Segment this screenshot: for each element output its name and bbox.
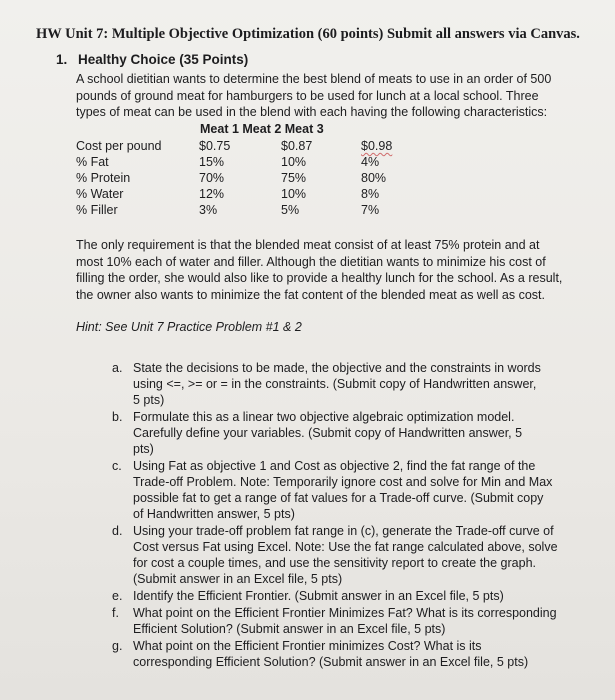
cell-meat2: $0.87: [281, 139, 313, 153]
part-letter: d.: [112, 524, 123, 538]
cell-meat1: 12%: [199, 187, 225, 201]
question-heading: [56, 52, 248, 67]
paragraph-line: The only requirement is that the blended meat consist of at least 75% protein and at: [76, 238, 540, 252]
cell-meat3: 7%: [361, 203, 380, 217]
part-letter: e.: [112, 589, 123, 603]
part-line: Formulate this as a linear two objective algebraic optimization model.: [133, 410, 515, 424]
cell-meat2: 5%: [281, 203, 300, 217]
part-letter: b.: [112, 410, 123, 424]
cell-meat3: 80%: [361, 171, 387, 185]
cell-meat1: 3%: [199, 203, 218, 217]
sub-question-e: [112, 588, 582, 604]
part-line: Efficient Solution? (Submit answer in an Excel file, 5 pts): [133, 622, 446, 636]
cell-meat2: 10%: [281, 155, 307, 169]
part-letter: a.: [112, 361, 123, 375]
intro-line: pounds of ground meat for hamburgers to be used for lunch at a local school. Three: [76, 88, 539, 103]
requirements-paragraph: [76, 237, 576, 303]
cell-meat3: $0.98: [361, 139, 393, 153]
part-line: Identify the Efficient Frontier. (Submit answer in an Excel file, 5 pts): [133, 589, 504, 603]
table-header: Meat 1 Meat 2 Meat 3: [200, 122, 324, 136]
paragraph-line: filling the order, she would also like to provide a healthy lunch for the school. As a result,: [76, 271, 563, 285]
part-line: possible fat to get a range of fat values for a Trade-off curve. (Submit copy: [133, 491, 544, 505]
sub-question-d: [112, 523, 582, 587]
sub-question-c: [112, 458, 582, 522]
part-line: Using Fat as objective 1 and Cost as objective 2, find the fat range of the: [133, 459, 536, 473]
part-line: 5 pts): [133, 393, 165, 407]
page-title: HW Unit 7: Multiple Objective Optimization (60 points) Submit all answers via Canvas.: [36, 26, 580, 42]
sub-question-g: [112, 638, 582, 670]
sub-questions: [112, 360, 582, 671]
part-line: What point on the Efficient Frontier Minimizes Fat? What is its corresponding: [133, 606, 557, 620]
intro-line: A school dietitian wants to determine the best blend of meats to use in an order of 500: [76, 72, 552, 86]
paragraph-line: the owner also wants to minimize the fat content of the blended meat as well as cost.: [76, 287, 546, 302]
cell-meat3: 8%: [361, 187, 380, 201]
cell-meat2: 10%: [281, 187, 307, 201]
part-line: What point on the Efficient Frontier minimizes Cost? What is its: [133, 639, 482, 653]
row-label: % Filler: [76, 203, 118, 217]
sub-question-a: [112, 360, 582, 408]
part-letter: c.: [112, 459, 122, 473]
cell-meat1: 15%: [199, 155, 225, 169]
part-line: of Handwritten answer, 5 pts): [133, 507, 295, 521]
part-line: pts): [133, 442, 154, 456]
part-line: Carefully define your variables. (Submit copy of Handwritten answer, 5: [133, 426, 523, 440]
paragraph-line: most 10% each of water and filler. Although the dietitian wants to minimize his cost of: [76, 254, 546, 269]
row-label: Cost per pound: [76, 139, 162, 153]
row-label: % Water: [76, 187, 124, 201]
sub-question-f: [112, 605, 582, 637]
part-line: using <=, >= or = in the constraints. (Submit copy of Handwritten answer,: [133, 377, 537, 391]
question-number: 1.: [56, 52, 68, 67]
part-line: corresponding Efficient Solution? (Submit answer in an Excel file, 5 pts): [133, 655, 529, 669]
part-line: Trade-off Problem. Note: Temporarily ignore cost and solve for Min and Max: [133, 475, 553, 489]
cell-meat1: 70%: [199, 171, 225, 185]
cell-meat3: 4%: [361, 155, 380, 169]
cell-meat2: 75%: [281, 171, 307, 185]
part-line: State the decisions to be made, the objective and the constraints in words: [133, 361, 541, 375]
part-line: for cost a couple times, and use the sensitivity report to create the graph.: [133, 556, 536, 570]
part-line: Using your trade-off problem fat range in (c), generate the Trade-off curve of: [133, 524, 554, 538]
part-line: Cost versus Fat using Excel. Note: Use the fat range calculated above, solve: [133, 540, 558, 554]
row-label: % Protein: [76, 171, 131, 185]
intro-line: types of meat can be used in the blend with each having the following characteristics:: [76, 105, 548, 119]
part-letter: g.: [112, 639, 123, 653]
row-label: % Fat: [76, 155, 109, 169]
sub-question-b: [112, 409, 582, 457]
question-title: Healthy Choice (35 Points): [78, 52, 249, 67]
cell-meat1: $0.75: [199, 139, 231, 153]
part-line: (Submit answer in an Excel file, 5 pts): [133, 572, 343, 586]
part-letter: f.: [112, 606, 119, 620]
question-intro: [76, 71, 576, 121]
hint-text: Hint: See Unit 7 Practice Problem #1 & 2: [76, 320, 302, 334]
